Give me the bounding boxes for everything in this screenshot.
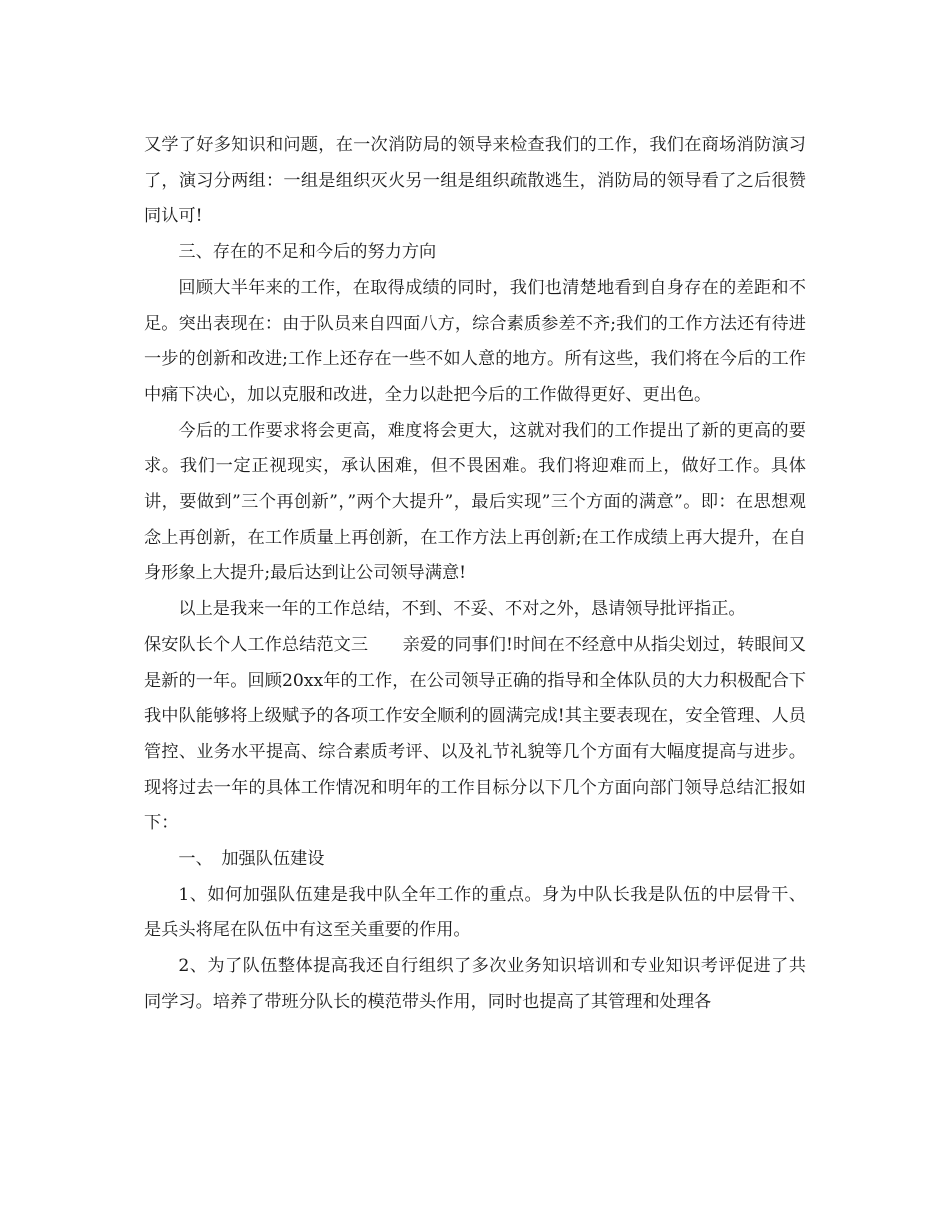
paragraph-5: 保安队长个人工作总结范文三 亲爱的同事们!时间在不经意中从指尖划过，转眼间又是新的一年。回顾20xx年的工作，在公司领导正确的指导和全体队员的大力积极配合下我中队能够将上级赋予的各项工作安全顺利的圆满完成!其主要表现在，安全管理、人员管控、业务水平提高、综合素质考评、以及礼节礼貌等几个方面有大幅度提高与进步。现将过去一年的具体工作情况和明年的工作目标分以下几个方面向部门领导总结汇报如下： — [144, 634, 806, 834]
document-body — [144, 128, 806, 1021]
paragraph-4: 以上是我来一年的工作总结，不到、不妥、不对之外，恳请领导批评指正。 — [178, 599, 746, 620]
paragraph-1: 又学了好多知识和问题，在一次消防局的领导来检查我们的工作，我们在商场消防演习了，演习分两组：一组是组织灭火另一组是组织疏散逃生，消防局的领导看了之后很赞同认可! — [144, 135, 806, 227]
list-item-1: 1、如何加强队伍建是我中队全年工作的重点。身为中队长我是队伍的中层骨干、是兵头将尾在队伍中有这至关重要的作用。 — [144, 884, 806, 941]
section-heading-1: 一、 加强队伍建设 — [178, 849, 325, 870]
list-item-2: 2、为了队伍整体提高我还自行组织了多次业务知识培训和专业知识考评促进了共同学习。培养了带班分队长的模范带头作用，同时也提高了其管理和处理各 — [144, 956, 806, 1012]
paragraph-2: 回顾大半年来的工作，在取得成绩的同时，我们也清楚地看到自身存在的差距和不足。突出表现在：由于队员来自四面八方，综合素质参差不齐;我们的工作方法还有待进一步的创新和改进;工作上还存在一些不如人意的地方。所有这些，我们将在今后的工作中痛下决心，加以克服和改进，全力以赴把今后的工作做得更好、更出色。 — [144, 277, 806, 405]
paragraph-3: 今后的工作要求将会更高，难度将会更大，这就对我们的工作提出了新的更高的要求。我们一定正视现实，承认困难，但不畏困难。我们将迎难而上，做好工作。具体讲，要做到”三个再创新”，”两个大提升”，最后实现”三个方面的满意”。即：在思想观念上再创新，在工作质量上再创新，在工作方法上再创新;在工作成绩上再大提升，在自身形象上大提升;最后达到让公司领导满意! — [144, 420, 806, 584]
section-heading-3: 三、存在的不足和今后的努力方向 — [178, 242, 437, 263]
